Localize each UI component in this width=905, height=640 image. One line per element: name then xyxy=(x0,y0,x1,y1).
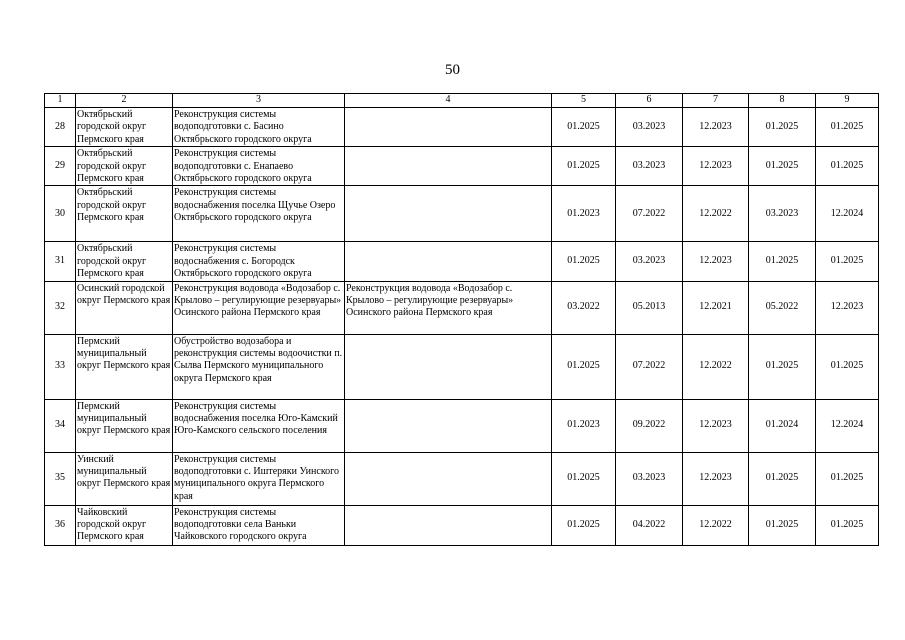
project-name-cell: Реконструкция системы водоподготовки с. Иштеряки Уинского муниципального округа Пермского края xyxy=(173,452,345,505)
project-name-cell: Реконструкция системы водоподготовки с. Енапаево Октябрьского городского округа xyxy=(173,147,345,186)
table-row xyxy=(45,334,879,399)
municipality-cell: Чайковский городской округ Пермского края xyxy=(76,505,173,545)
date-cell: 01.2025 xyxy=(552,108,616,147)
date-cell: 01.2025 xyxy=(816,108,879,147)
row-number-cell: 28 xyxy=(45,108,76,147)
municipality-cell: Уинский муниципальный округ Пермского края xyxy=(76,452,173,505)
table-header-row xyxy=(45,94,879,108)
date-cell: 01.2025 xyxy=(816,242,879,281)
date-cell: 01.2025 xyxy=(816,505,879,545)
date-cell: 03.2023 xyxy=(616,452,683,505)
date-cell: 03.2023 xyxy=(616,147,683,186)
date-cell: 12.2024 xyxy=(816,186,879,242)
date-cell: 01.2025 xyxy=(816,452,879,505)
column-header: 1 xyxy=(45,94,76,108)
row-number-cell: 29 xyxy=(45,147,76,186)
row-number-cell: 32 xyxy=(45,281,76,334)
date-cell: 01.2025 xyxy=(552,242,616,281)
project-name-cell: Обустройство водозабора и реконструкция системы водоочистки п. Сылва Пермского муниципального округа Пермского края xyxy=(173,334,345,399)
date-cell: 12.2022 xyxy=(683,186,749,242)
table-row xyxy=(45,108,879,147)
municipality-cell: Пермский муниципальный округ Пермского края xyxy=(76,334,173,399)
date-cell: 05.2013 xyxy=(616,281,683,334)
date-cell: 12.2023 xyxy=(683,242,749,281)
project-name-cell: Реконструкция системы водоподготовки села Ваньки Чайковского городского округа xyxy=(173,505,345,545)
date-cell: 12.2022 xyxy=(683,334,749,399)
project-name-cell: Реконструкция водовода «Водозабор с. Крылово – регулирующие резервуары» Осинского района Пермского края xyxy=(173,281,345,334)
date-cell: 12.2022 xyxy=(683,505,749,545)
date-cell: 01.2025 xyxy=(552,147,616,186)
date-cell: 01.2025 xyxy=(749,452,816,505)
date-cell: 03.2023 xyxy=(616,242,683,281)
municipality-cell: Октябрьский городской округ Пермского края xyxy=(76,242,173,281)
object-cell xyxy=(345,452,552,505)
municipality-cell: Октябрьский городской округ Пермского края xyxy=(76,108,173,147)
table-row xyxy=(45,186,879,242)
municipality-cell: Осинский городской округ Пермского края xyxy=(76,281,173,334)
row-number-cell: 34 xyxy=(45,399,76,452)
date-cell: 09.2022 xyxy=(616,399,683,452)
object-cell xyxy=(345,186,552,242)
row-number-cell: 31 xyxy=(45,242,76,281)
object-cell xyxy=(345,147,552,186)
date-cell: 01.2025 xyxy=(749,242,816,281)
column-header: 3 xyxy=(173,94,345,108)
date-cell: 01.2025 xyxy=(552,334,616,399)
project-name-cell: Реконструкция системы водоснабжения поселка Щучье Озеро Октябрьского городского округа xyxy=(173,186,345,242)
column-header: 7 xyxy=(683,94,749,108)
date-cell: 01.2025 xyxy=(749,505,816,545)
column-header: 9 xyxy=(816,94,879,108)
row-number-cell: 33 xyxy=(45,334,76,399)
municipality-cell: Октябрьский городской округ Пермского края xyxy=(76,147,173,186)
column-header: 6 xyxy=(616,94,683,108)
project-name-cell: Реконструкция системы водоснабжения с. Богородск Октябрьского городского округа xyxy=(173,242,345,281)
table-row xyxy=(45,147,879,186)
date-cell: 01.2023 xyxy=(552,186,616,242)
object-cell xyxy=(345,242,552,281)
date-cell: 07.2022 xyxy=(616,186,683,242)
date-cell: 01.2025 xyxy=(552,505,616,545)
row-number-cell: 30 xyxy=(45,186,76,242)
date-cell: 12.2023 xyxy=(683,147,749,186)
date-cell: 03.2023 xyxy=(749,186,816,242)
date-cell: 01.2025 xyxy=(749,147,816,186)
object-cell xyxy=(345,399,552,452)
column-header: 2 xyxy=(76,94,173,108)
row-number-cell: 35 xyxy=(45,452,76,505)
page-number: 50 xyxy=(445,62,460,78)
date-cell: 01.2023 xyxy=(552,399,616,452)
table-row xyxy=(45,242,879,281)
date-cell: 01.2025 xyxy=(749,108,816,147)
date-cell: 01.2024 xyxy=(749,399,816,452)
date-cell: 05.2022 xyxy=(749,281,816,334)
date-cell: 07.2022 xyxy=(616,334,683,399)
object-cell xyxy=(345,334,552,399)
date-cell: 01.2025 xyxy=(816,147,879,186)
municipality-cell: Пермский муниципальный округ Пермского края xyxy=(76,399,173,452)
date-cell: 01.2025 xyxy=(749,334,816,399)
date-cell: 12.2023 xyxy=(816,281,879,334)
date-cell: 12.2023 xyxy=(683,399,749,452)
row-number-cell: 36 xyxy=(45,505,76,545)
date-cell: 01.2025 xyxy=(552,452,616,505)
table-row xyxy=(45,399,879,452)
date-cell: 04.2022 xyxy=(616,505,683,545)
date-cell: 12.2024 xyxy=(816,399,879,452)
date-cell: 03.2022 xyxy=(552,281,616,334)
project-name-cell: Реконструкция системы водоподготовки с. Басино Октябрьского городского округа xyxy=(173,108,345,147)
table-row xyxy=(45,281,879,334)
column-header: 4 xyxy=(345,94,552,108)
table-row xyxy=(45,452,879,505)
projects-table xyxy=(44,93,879,546)
date-cell: 12.2021 xyxy=(683,281,749,334)
object-cell xyxy=(345,108,552,147)
date-cell: 01.2025 xyxy=(816,334,879,399)
municipality-cell: Октябрьский городской округ Пермского края xyxy=(76,186,173,242)
table-row xyxy=(45,505,879,545)
column-header: 5 xyxy=(552,94,616,108)
date-cell: 12.2023 xyxy=(683,452,749,505)
project-name-cell: Реконструкция системы водоснабжения поселка Юго-Камский Юго-Камского сельского поселения xyxy=(173,399,345,452)
object-cell xyxy=(345,505,552,545)
date-cell: 12.2023 xyxy=(683,108,749,147)
date-cell: 03.2023 xyxy=(616,108,683,147)
column-header: 8 xyxy=(749,94,816,108)
object-cell: Реконструкция водовода «Водозабор с. Крылово – регулирующие резервуары» Осинского района Пермского края xyxy=(345,281,552,334)
